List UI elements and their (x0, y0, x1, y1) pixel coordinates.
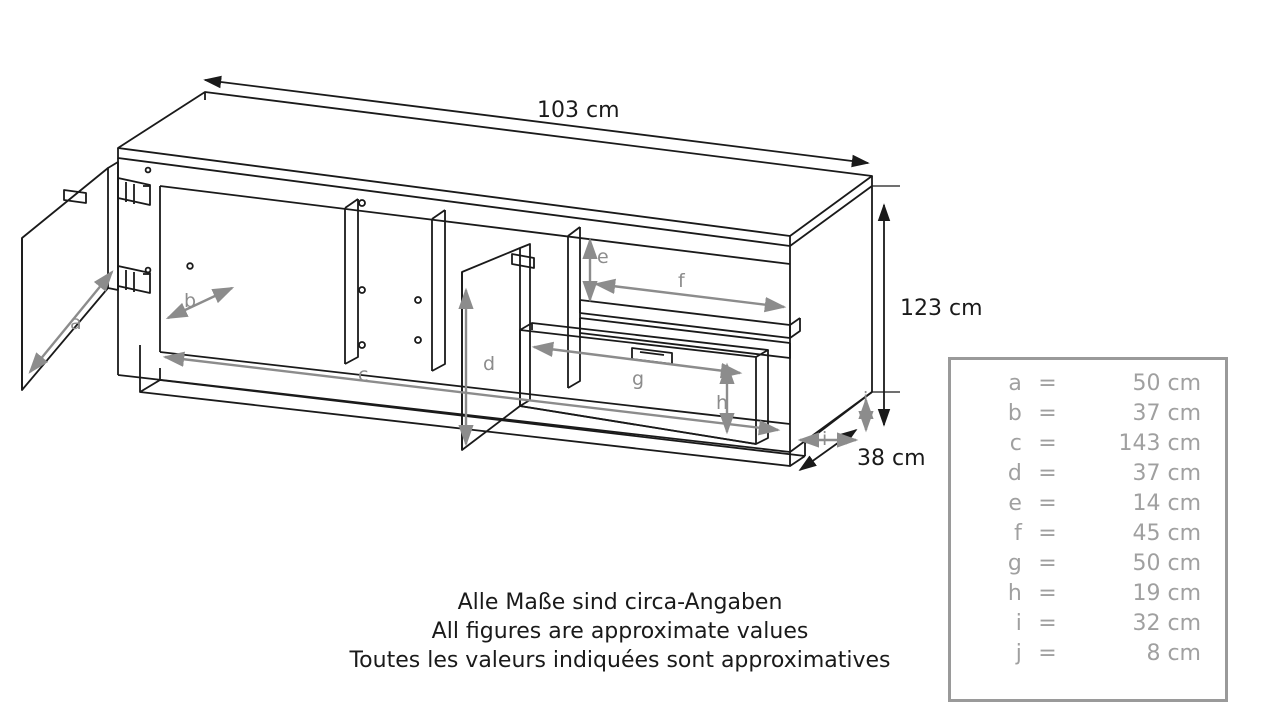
legend-value: 32 cm (1132, 611, 1201, 636)
legend-value: 37 cm (1132, 461, 1201, 486)
callout-d: d (483, 353, 496, 375)
callout-j: j (863, 388, 869, 410)
legend-row (951, 399, 1225, 429)
legend-row (951, 519, 1225, 549)
legend-value: 8 cm (1146, 641, 1201, 666)
legend-row (951, 549, 1225, 579)
legend-value: 37 cm (1132, 401, 1201, 426)
callout-i: i (822, 428, 828, 450)
callout-h: h (716, 392, 729, 414)
callout-b: b (184, 290, 197, 312)
legend-equals: = (1038, 401, 1057, 426)
legend-value: 14 cm (1132, 491, 1201, 516)
legend-row (951, 369, 1225, 399)
callout-e: e (597, 246, 609, 268)
note-german: Alle Maße sind circa-Angaben (457, 590, 783, 615)
callout-g: g (632, 368, 645, 390)
legend-equals: = (1038, 461, 1057, 486)
approximation-notes (300, 588, 940, 675)
legend-equals: = (1038, 641, 1057, 666)
dimension-label-width: 103 cm (537, 98, 620, 123)
callout-f: f (678, 270, 685, 292)
legend-key: d (1007, 461, 1022, 486)
legend-equals: = (1038, 581, 1057, 606)
legend-value: 143 cm (1118, 431, 1201, 456)
note-english: All figures are approximate values (431, 619, 809, 644)
legend-equals: = (1038, 551, 1057, 576)
legend-key: h (1007, 581, 1022, 606)
legend-key: f (1014, 521, 1022, 546)
legend-key: c (1009, 431, 1022, 456)
legend-equals: = (1038, 431, 1057, 456)
legend-equals: = (1038, 611, 1057, 636)
legend-row (951, 489, 1225, 519)
measurement-legend (948, 357, 1228, 702)
dimension-label-depth: 38 cm (857, 446, 926, 471)
legend-row (951, 429, 1225, 459)
legend-equals: = (1038, 371, 1057, 396)
legend-key: i (1015, 611, 1022, 636)
note-french: Toutes les valeurs indiquées sont approximatives (349, 648, 891, 673)
callout-c: c (358, 364, 369, 386)
legend-row (951, 459, 1225, 489)
legend-value: 50 cm (1132, 371, 1201, 396)
legend-value: 45 cm (1132, 521, 1201, 546)
legend-value: 19 cm (1132, 581, 1201, 606)
legend-row (951, 639, 1225, 669)
legend-key: a (1008, 371, 1022, 396)
callout-a: a (70, 312, 82, 334)
legend-equals: = (1038, 521, 1057, 546)
legend-key: g (1007, 551, 1022, 576)
legend-value: 50 cm (1132, 551, 1201, 576)
legend-key: e (1008, 491, 1022, 516)
legend-row (951, 579, 1225, 609)
legend-equals: = (1038, 491, 1057, 516)
dimension-label-height: 123 cm (900, 296, 983, 321)
legend-key: b (1007, 401, 1022, 426)
legend-row (951, 609, 1225, 639)
legend-key: j (1015, 641, 1022, 666)
